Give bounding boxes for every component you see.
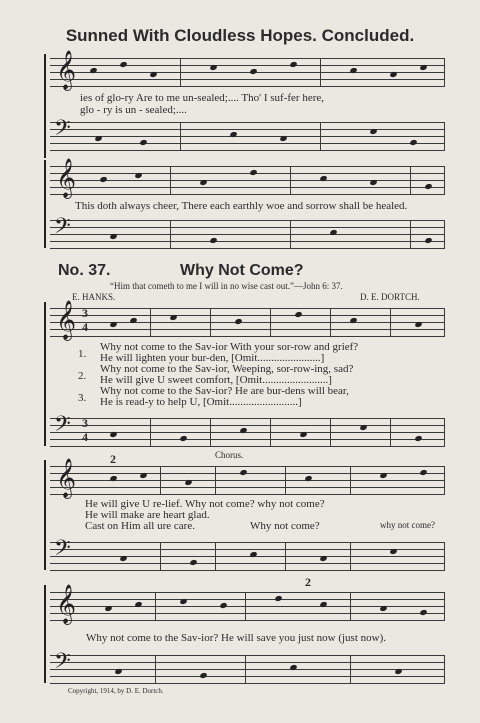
- bass-clef-icon: 𝄢: [54, 214, 71, 244]
- time-signature: 3 4: [82, 416, 88, 444]
- epigraph: “Him that cometh to me I will in no wise cast out.”—John 6: 37.: [110, 281, 343, 291]
- bass-staff: [50, 116, 445, 150]
- bass-clef-icon: 𝄢: [54, 649, 71, 679]
- treble-staff: [50, 300, 445, 340]
- bass-staff: [50, 649, 445, 683]
- bass-staff: [50, 214, 445, 248]
- treble-clef-icon: 𝄞: [56, 300, 77, 340]
- lyric-line: glo - ry is un - sealed;....: [80, 104, 187, 116]
- verse-1-number: 1.: [78, 348, 87, 360]
- verse-3-line-b: He is read-y to help U, [Omit.........................]: [100, 396, 302, 408]
- chorus-line-3c: why not come?: [380, 520, 435, 530]
- treble-clef-icon: 𝄞: [56, 458, 77, 498]
- verse-2-line-a: Why not come to the Sav-ior, Weeping, sor-row-ing, sad?: [100, 363, 354, 375]
- bass-clef-icon: 𝄢: [54, 412, 71, 442]
- treble-staff: [50, 584, 445, 624]
- hymn-number: No. 37.: [58, 262, 111, 279]
- author-left: E. HANKS.: [72, 292, 116, 302]
- hymn-title: Why Not Come?: [180, 262, 304, 279]
- bass-clef-icon: 𝄢: [54, 536, 71, 566]
- verse-1-line-a: Why not come to the Sav-ior With your sor-row and grief?: [100, 341, 359, 353]
- copyright: Copyright, 1914, by D. E. Dortch.: [68, 687, 164, 695]
- bass-staff: [50, 536, 445, 570]
- page-title: Sunned With Cloudless Hopes. Concluded.: [65, 26, 415, 45]
- verse-2-number: 2.: [78, 370, 87, 382]
- author-right: D. E. DORTCH.: [360, 292, 420, 302]
- ending-bracket-2b: 2: [305, 575, 311, 589]
- lyric-line: ies of glo-ry Are to me un-sealed;.... Tho' I suf-fer here,: [80, 92, 325, 104]
- chorus-line-1: He will give U re-lief. Why not come? why not come?: [85, 498, 325, 510]
- bass-clef-icon: 𝄢: [54, 116, 71, 146]
- treble-staff: [50, 158, 445, 198]
- treble-staff: [50, 458, 445, 498]
- chorus-label: Chorus.: [215, 450, 244, 460]
- verse-3-number: 3.: [78, 392, 87, 404]
- ending-bracket-2: 2: [110, 452, 116, 466]
- treble-staff: [50, 50, 445, 90]
- bass-staff: [50, 412, 445, 446]
- treble-clef-icon: 𝄞: [56, 584, 77, 624]
- treble-clef-icon: 𝄞: [56, 50, 77, 90]
- treble-clef-icon: 𝄞: [56, 158, 77, 198]
- verse-1-line-b: He will lighten your bur-den, [Omit.......................]: [100, 352, 325, 364]
- lyric-line: This doth always cheer, There each earthly woe and sorrow shall be healed.: [75, 200, 408, 212]
- verse-3-line-a: Why not come to the Sav-ior? He are bur-dens will bear,: [100, 385, 349, 397]
- chorus-line-3b: Why not come?: [250, 520, 320, 532]
- chorus-line-3: Cast on Him all ure care.: [85, 520, 195, 532]
- verse-2-line-b: He will give U sweet comfort, [Omit........................]: [100, 374, 332, 386]
- chorus-line-2: He will make are heart glad.: [85, 509, 210, 521]
- time-signature: 3 4: [82, 306, 88, 334]
- chorus-final-line: Why not come to the Sav-ior? He will save you just now (just now).: [86, 632, 387, 644]
